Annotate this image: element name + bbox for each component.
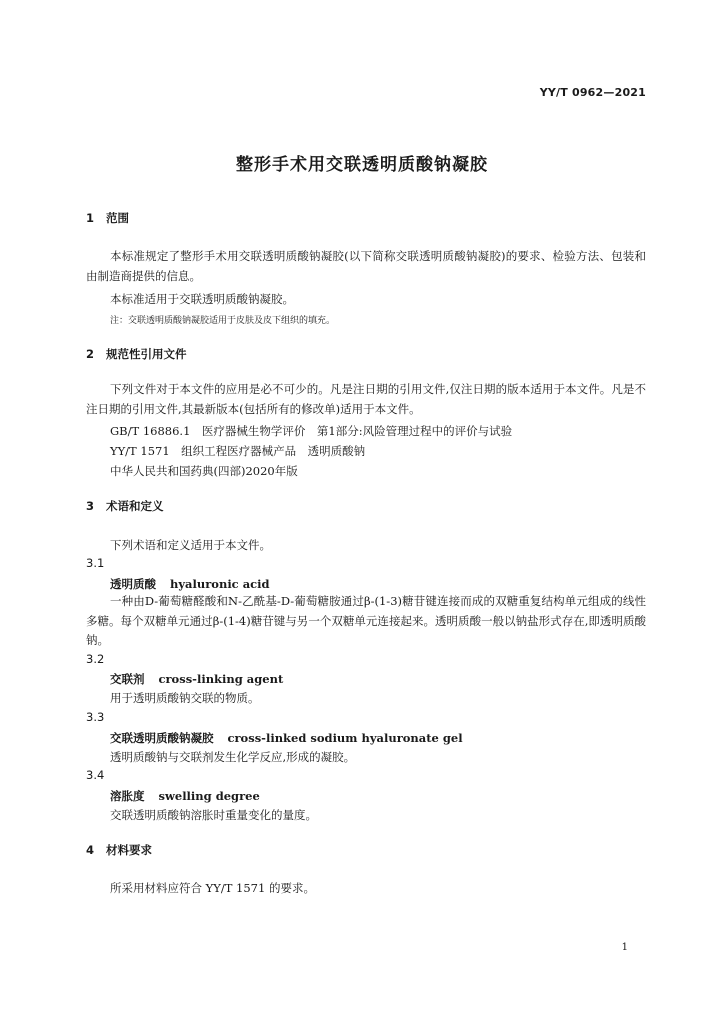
section-4-paragraph-1: 所采用材料应符合 YY/T 1571 的要求。 — [110, 881, 315, 895]
section-2-paragraph-1: 下列文件对于本文件的应用是必不可少的。凡是注日期的引用文件,仅注日期的版本适用于本文件。凡是不注日期的引用文件,其最新版本(包括所有的修改单)适用于本文件。 — [86, 382, 646, 416]
term-number: 3.3 — [86, 710, 105, 724]
term-number: 3.4 — [86, 768, 105, 782]
term-definition: 交联透明质酸钠溶胀时重量变化的量度。 — [110, 808, 317, 822]
section-number: 4 — [86, 843, 95, 857]
term-number: 3.2 — [86, 652, 105, 666]
section-number: 2 — [86, 347, 95, 361]
term-heading — [110, 730, 463, 746]
section-4-heading — [86, 842, 152, 858]
term-heading — [110, 576, 270, 592]
term-zh: 交联透明质酸钠凝胶 — [110, 731, 214, 745]
section-title: 范围 — [106, 211, 129, 225]
term-en: swelling degree — [158, 789, 260, 803]
term-en: hyaluronic acid — [170, 577, 270, 591]
section-2-heading — [86, 346, 187, 362]
term-definition: 用于透明质酸钠交联的物质。 — [110, 691, 260, 705]
section-1-paragraph-1: 本标准规定了整形手术用交联透明质酸钠凝胶(以下简称交联透明质酸钠凝胶)的要求、检验方法、包装和由制造商提供的信息。 — [86, 249, 646, 283]
term-en: cross-linked sodium hyaluronate gel — [227, 731, 463, 745]
section-number: 3 — [86, 499, 95, 513]
section-title: 材料要求 — [106, 843, 152, 857]
section-number: 1 — [86, 211, 95, 225]
term-heading — [110, 671, 283, 687]
term-en: cross-linking agent — [158, 672, 284, 686]
reference-item: GB/T 16886.1 医疗器械生物学评价 第1部分:风险管理过程中的评价与试验 — [110, 424, 513, 438]
term-zh: 溶胀度 — [110, 789, 145, 803]
page-number: 1 — [621, 942, 628, 953]
term-zh: 交联剂 — [110, 672, 145, 686]
section-title: 规范性引用文件 — [106, 347, 187, 361]
document-title: 整形手术用交联透明质酸钠凝胶 — [236, 155, 488, 175]
standard-code: YY/T 0962—2021 — [539, 86, 646, 99]
term-definition: 一种由D-葡萄糖醛酸和N-乙酰基-D-葡萄糖胺通过β-(1-3)糖苷键连接而成的双糖重复结构单元组成的线性多糖。每个双糖单元通过β-(1-4)糖苷键与另一个双糖单元连接起来。透明质酸一般以钠盐形式存在,即透明质酸钠。 — [86, 594, 646, 647]
section-title: 术语和定义 — [106, 499, 164, 513]
section-1-paragraph-2: 本标准适用于交联透明质酸钠凝胶。 — [110, 292, 294, 306]
section-1-note: 注：交联透明质酸钠凝胶适用于皮肤及皮下组织的填充。 — [110, 316, 336, 326]
term-heading — [110, 788, 260, 804]
section-1-heading — [86, 210, 129, 226]
term-definition: 透明质酸钠与交联剂发生化学反应,形成的凝胶。 — [110, 750, 356, 764]
reference-item: 中华人民共和国药典(四部)2020年版 — [110, 464, 298, 478]
term-number: 3.1 — [86, 556, 105, 570]
reference-item: YY/T 1571 组织工程医疗器械产品 透明质酸钠 — [110, 444, 366, 458]
term-zh: 透明质酸 — [110, 577, 156, 591]
section-3-heading — [86, 498, 164, 514]
section-3-intro: 下列术语和定义适用于本文件。 — [110, 538, 271, 552]
